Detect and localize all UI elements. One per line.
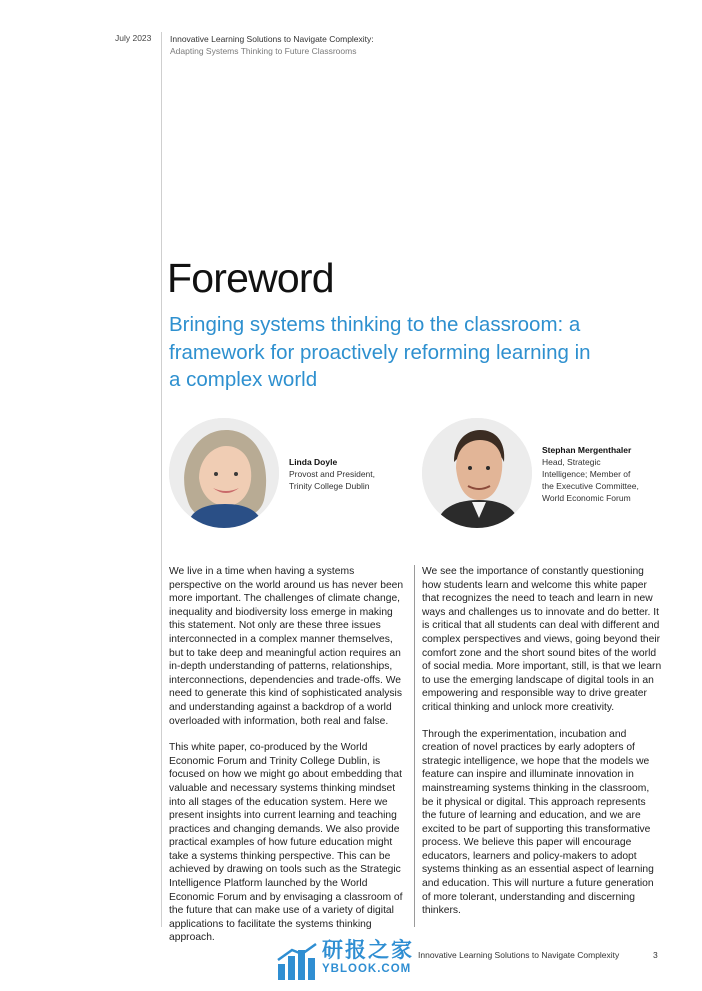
report-date: July 2023: [115, 33, 152, 43]
body-column-right: [422, 565, 662, 931]
linda-doyle-photo: [169, 418, 279, 528]
author-role-line: the Executive Committee,: [542, 481, 639, 491]
watermark-url: YBLOOK.COM: [322, 963, 412, 975]
report-subtitle: Adapting Systems Thinking to Future Classrooms: [170, 46, 357, 56]
watermark-bar-chart-icon: [276, 942, 318, 987]
section-subtitle: Bringing systems thinking to the classroom: a framework for proactively reforming learning in a complex world: [169, 313, 591, 391]
body-paragraph: Through the experimentation, incubation and creation of novel practices by early adopters of strategic intelligence, we hope that the models we feature can inspire and illuminate innovation in mainstreaming systems thinking in the classroom, be it physical or digital. This approach represents the future of learning and education, and we are excited to be part of supporting this transformative process. We believe this paper will encourage educators, learners and policy-makers to adopt systems thinking as an essential aspect of learning and education. This will nurture a future generation of more tolerant, understanding and discerning thinkers.: [422, 728, 654, 917]
body-paragraph: This white paper, co-produced by the World Economic Forum and Trinity College Dublin, is focused on how we might go about embedding that valuable and necessary systems thinking mindset into all stages of the education system. Here we present insights into current learning and teaching practices and changing demands. We also provide practical examples of how future education might take a systems thinking perspective. This can be achieved by drawing on tools such as the Strategic Intelligence Platform launched by the World Economic Forum and by envisaging a classroom of the future that can make use of a variety of digital applications to facilitate the systems thinking approach.: [169, 742, 403, 944]
header-divider: [161, 32, 162, 927]
report-title: Innovative Learning Solutions to Navigate Complexity:: [170, 34, 374, 44]
author-name: Linda Doyle: [289, 457, 338, 467]
body-column-left: [169, 565, 409, 958]
author-role-line: Head, Strategic: [542, 457, 601, 467]
author-role-line: Trinity College Dublin: [289, 481, 370, 491]
author-name: Stephan Mergenthaler: [542, 445, 632, 455]
page-title: Foreword: [167, 255, 334, 301]
page-number: 3: [653, 950, 658, 960]
author-role-line: Intelligence; Member of: [542, 469, 631, 479]
column-divider: [414, 565, 415, 927]
body-paragraph: We live in a time when having a systems perspective on the world around us has never been more important. The challenges of climate change, inequality and biodiversity loss emerge in making this statement. Not only are these three issues interconnected in a complex manner themselves, but to take deep and meaningful action requires an in-depth understanding of patterns, relationships, interconnections, dependencies and trade-offs. We need to generate this kind of sophisticated analysis and understanding against a backdrop of a world overloaded with information, both real and false.: [169, 566, 404, 727]
footer-title: Innovative Learning Solutions to Navigate Complexity: [418, 950, 620, 960]
linda-doyle-caption: [289, 456, 409, 492]
body-paragraph: We see the importance of constantly questioning how students learn and welcome this white paper that recognizes the need to teach and learn in new ways and challenges us to innovate and do better. It is critical that all students can deal with different and complex perspectives and views, going beyond their comfort zone and the short sound bites of the world of social media. More important, still, is that we learn to use the emerging landscape of digital tools in an empowering and responsible way to drive greater critical thinking and unlock more creativity.: [422, 566, 662, 713]
stephan-mergenthaler-photo: [422, 418, 532, 528]
watermark-brand: 研报之家: [322, 939, 414, 962]
report-header: [170, 33, 374, 57]
author-role-line: World Economic Forum: [542, 493, 631, 503]
watermark: [322, 939, 414, 976]
author-role-line: Provost and President,: [289, 469, 375, 479]
stephan-mergenthaler-caption: [542, 444, 662, 504]
